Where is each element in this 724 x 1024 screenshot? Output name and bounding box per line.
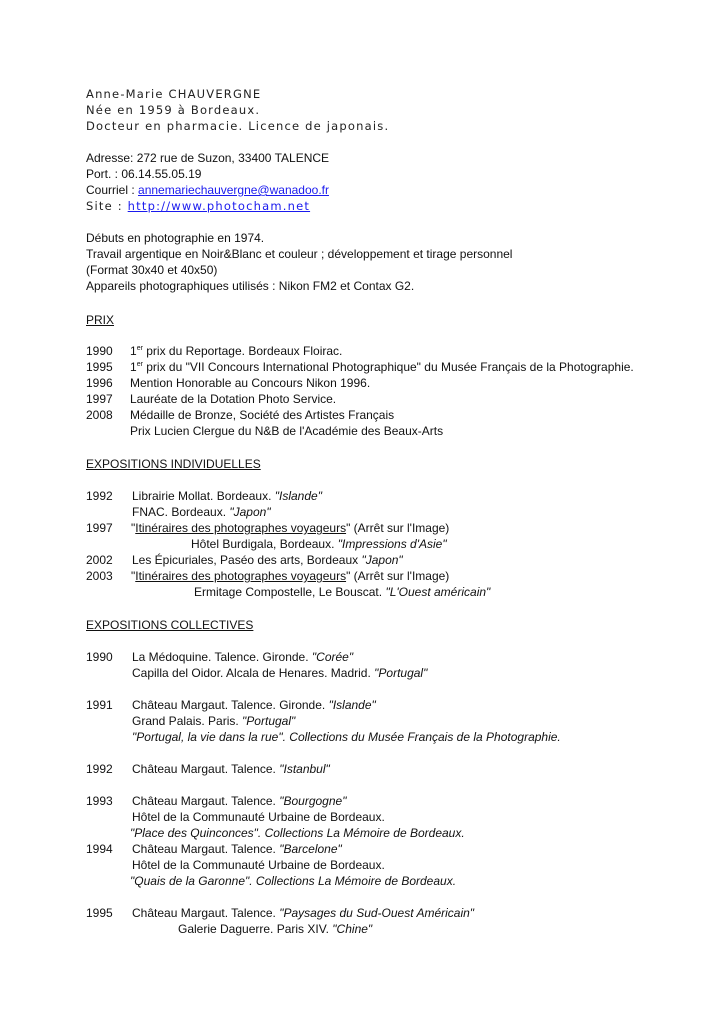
expo-title: "Portugal, la vie dans la rue". Collections du Musée Français de la Photographie. bbox=[132, 730, 561, 744]
expo-year: 1992 bbox=[86, 489, 113, 503]
prix-row bbox=[86, 343, 342, 359]
expo-title: "Islande" bbox=[274, 489, 322, 503]
expo-row bbox=[86, 841, 342, 857]
expo-place: Librairie Mollat. Bordeaux. bbox=[132, 489, 275, 503]
prix-year: 1997 bbox=[86, 392, 113, 406]
degree-info: Docteur en pharmacie. Licence de japonais. bbox=[86, 119, 390, 133]
expo-year: 1994 bbox=[86, 842, 113, 856]
expo-rest: " (Arrêt sur l'Image) bbox=[346, 569, 450, 583]
expo-place: Galerie Daguerre. Paris XIV. bbox=[178, 922, 333, 936]
expo-title: "Place des Quinconces". Collections La Mémoire de Bordeaux. bbox=[130, 826, 465, 840]
expo-place: Capilla del Oidor. Alcala de Henares. Madrid. bbox=[132, 666, 375, 680]
intro-line-3: (Format 30x40 et 40x50) bbox=[86, 263, 218, 277]
expo-title: "Corée" bbox=[311, 650, 354, 664]
prix-text: Médaille de Bronze, Société des Artistes Français bbox=[130, 408, 395, 422]
prix-text: Prix Lucien Clergue du N&B de l'Académie des Beaux-Arts bbox=[130, 424, 444, 438]
expo-row bbox=[132, 809, 385, 825]
expo-row bbox=[86, 697, 376, 713]
prix-heading: PRIX bbox=[86, 313, 115, 327]
prix-text: Lauréate de la Dotation Photo Service. bbox=[130, 392, 337, 406]
site-link[interactable]: http://www.photocham.net bbox=[127, 199, 311, 213]
expo-place: La Médoquine. Talence. Gironde. bbox=[132, 650, 312, 664]
prix-year: 1995 bbox=[86, 360, 113, 374]
expo-year: 1992 bbox=[86, 762, 113, 776]
expo-year: 1993 bbox=[86, 794, 113, 808]
prix-row bbox=[86, 359, 634, 375]
expo-place: Hôtel de la Communauté Urbaine de Bordeaux. bbox=[132, 858, 385, 872]
expo-place: FNAC. Bordeaux. bbox=[132, 505, 230, 519]
expo-quote: " bbox=[131, 521, 136, 535]
expo-place: Hôtel Burdigala, Bordeaux. bbox=[191, 537, 338, 551]
expo-title: "L'Ouest américain" bbox=[385, 585, 491, 599]
expo-place: Grand Palais. Paris. bbox=[132, 714, 243, 728]
prix-year: 1990 bbox=[86, 344, 113, 358]
prix-num: 1 bbox=[130, 344, 137, 358]
prix-year: 1996 bbox=[86, 376, 113, 390]
expo-year: 1995 bbox=[86, 906, 113, 920]
expo-row bbox=[130, 825, 465, 841]
expo-row bbox=[86, 552, 403, 568]
expo-row bbox=[132, 713, 295, 729]
expo-rest: " (Arrêt sur l'Image) bbox=[346, 521, 450, 535]
birth-info: Née en 1959 à Bordeaux. bbox=[86, 103, 261, 117]
collectives-heading: EXPOSITIONS COLLECTIVES bbox=[86, 618, 254, 632]
email-line bbox=[86, 182, 329, 198]
prix-year: 2008 bbox=[86, 408, 113, 422]
expo-row bbox=[132, 504, 271, 520]
expo-title: "Portugal" bbox=[242, 714, 296, 728]
email-label: Courriel : bbox=[86, 183, 139, 197]
expo-title: "Bourgogne" bbox=[279, 794, 347, 808]
expo-title: "Japon" bbox=[229, 505, 271, 519]
address: Adresse: 272 rue de Suzon, 33400 TALENCE bbox=[86, 151, 330, 165]
phone: Port. : 06.14.55.05.19 bbox=[86, 167, 202, 181]
expo-place: Château Margaut. Talence. bbox=[132, 842, 280, 856]
expo-row bbox=[132, 665, 427, 681]
site-line bbox=[86, 198, 310, 214]
expo-series: Itinéraires des photographes voyageurs bbox=[135, 569, 347, 583]
expo-place: Château Margaut. Talence. bbox=[132, 762, 280, 776]
expo-title: "Istanbul" bbox=[279, 762, 330, 776]
expo-place: Ermitage Compostelle, Le Bouscat. bbox=[194, 585, 386, 599]
expo-row bbox=[86, 761, 330, 777]
expo-row bbox=[86, 649, 353, 665]
email-link[interactable]: annemariechauvergne@wanadoo.fr bbox=[138, 183, 329, 197]
expo-row bbox=[191, 536, 447, 552]
expo-place: Château Margaut. Talence. bbox=[132, 794, 280, 808]
expo-row bbox=[132, 729, 561, 745]
expo-year: 2002 bbox=[86, 553, 113, 567]
expo-title: "Portugal" bbox=[374, 666, 428, 680]
expo-row bbox=[86, 793, 346, 809]
expo-row bbox=[86, 568, 449, 584]
prix-text: prix du "VII Concours International Photographique" du Musée Français de la Photographie. bbox=[142, 360, 634, 374]
intro-line-1: Débuts en photographie en 1974. bbox=[86, 231, 265, 245]
prix-text: Mention Honorable au Concours Nikon 1996. bbox=[130, 376, 371, 390]
author-name: Anne-Marie CHAUVERGNE bbox=[86, 87, 262, 101]
expo-row bbox=[194, 584, 490, 600]
prix-sup: er bbox=[136, 345, 143, 352]
expo-title: "Quais de la Garonne". Collections La Mémoire de Bordeaux. bbox=[130, 874, 457, 888]
prix-text: prix du Reportage. Bordeaux Floirac. bbox=[142, 344, 343, 358]
expo-title: "Barcelone" bbox=[279, 842, 342, 856]
expo-row bbox=[86, 520, 449, 536]
expo-place: Hôtel de la Communauté Urbaine de Bordeaux. bbox=[132, 810, 385, 824]
prix-sup: er bbox=[136, 361, 143, 368]
expo-year: 1991 bbox=[86, 698, 113, 712]
prix-num: 1 bbox=[130, 360, 137, 374]
expo-quote: " bbox=[131, 569, 136, 583]
expo-place: Les Épicuriales, Paséo des arts, Bordeaux bbox=[132, 553, 362, 567]
intro-line-4: Appareils photographiques utilisés : Nikon FM2 et Contax G2. bbox=[86, 279, 415, 293]
expo-year: 1997 bbox=[86, 521, 113, 535]
expo-title: "Paysages du Sud-Ouest Américain" bbox=[279, 906, 475, 920]
expo-title: "Japon" bbox=[361, 553, 403, 567]
prix-row bbox=[86, 423, 443, 439]
prix-row bbox=[86, 407, 394, 423]
expo-title: "Islande" bbox=[328, 698, 376, 712]
expo-year: 2003 bbox=[86, 569, 113, 583]
expo-title: "Chine" bbox=[332, 922, 373, 936]
expo-row bbox=[86, 905, 474, 921]
individuelles-heading: EXPOSITIONS INDIVIDUELLES bbox=[86, 457, 261, 471]
intro-line-2: Travail argentique en Noir&Blanc et couleur ; développement et tirage personnel bbox=[86, 247, 513, 261]
expo-row bbox=[86, 488, 322, 504]
expo-place: Château Margaut. Talence. Gironde. bbox=[132, 698, 329, 712]
site-label: Site : bbox=[86, 199, 128, 213]
expo-place: Château Margaut. Talence. bbox=[132, 906, 280, 920]
prix-row bbox=[86, 375, 370, 391]
expo-title: "Impressions d'Asie" bbox=[337, 537, 447, 551]
expo-row bbox=[178, 921, 372, 937]
expo-row bbox=[132, 857, 385, 873]
expo-series: Itinéraires des photographes voyageurs bbox=[135, 521, 347, 535]
prix-row bbox=[86, 391, 336, 407]
expo-year: 1990 bbox=[86, 650, 113, 664]
expo-row bbox=[130, 873, 456, 889]
